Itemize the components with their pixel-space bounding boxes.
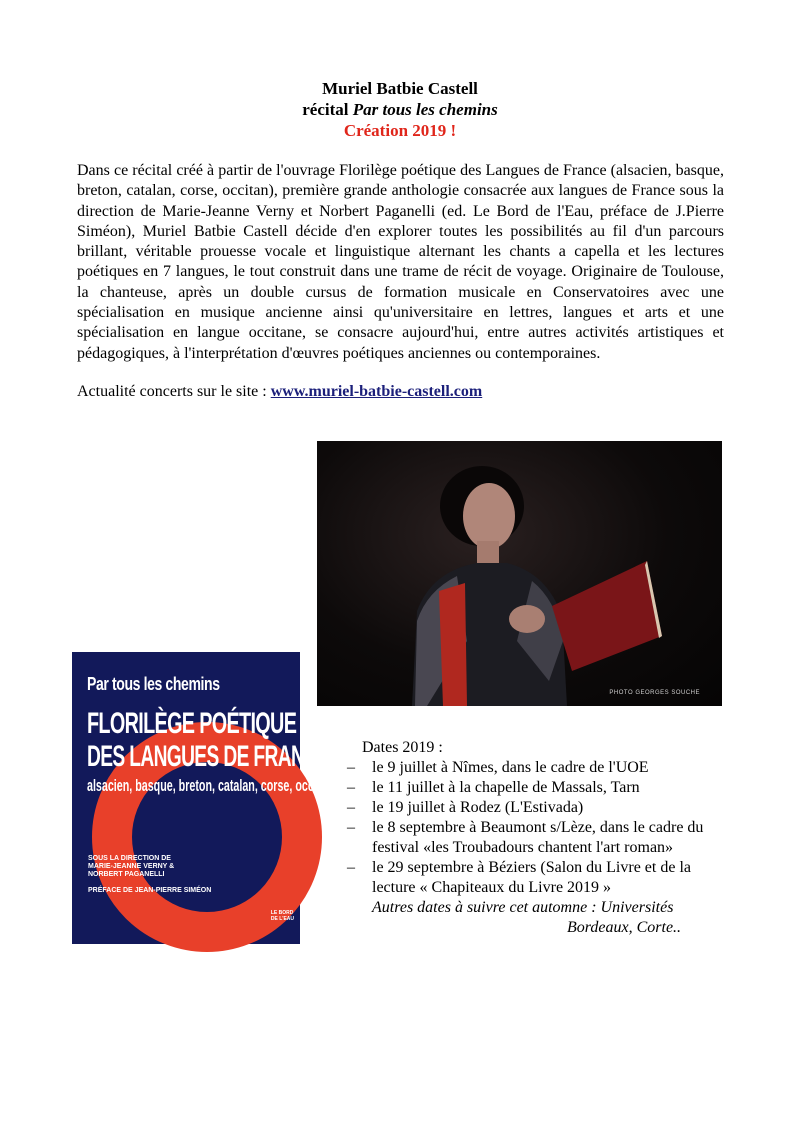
dates-note-line1: Autres dates à suivre cet automne : Universités — [372, 899, 674, 916]
book-direction-line3: NORBERT PAGANELLI — [88, 871, 165, 878]
date-item-text: le 9 juillet à Nîmes, dans le cadre de l'UOE — [372, 759, 649, 776]
book-preface-label: PRÉFACE DE — [88, 887, 135, 894]
book-title-small: Par tous les chemins — [87, 674, 220, 694]
description-text: Dans ce récital créé à partir de l'ouvrage Florilège poétique des Langues de France (alsacien, basque, breton, catalan, corse, occitan), première grande anthologie consacrée aux langues de France sous la direction de Marie-Jeanne Verny et Norbert Paganelli (ed. Le Bord de l'Eau, préface de J.Pierre Siméon), Muriel Batbie Castell décide d'en explorer toutes les possibilités au fil d'un parcours brillant, véritable prouesse vocale et linguistique alternant les chants a capella et les lectures poétiques en 7 langues, le tout construit dans une trame de récit de voyage. Originaire de Toulouse, la chanteuse, après un double cursus de formation musicale en Conservatoires avec une spécialisation en musique ancienne ainsi qu'universitaire en lettres, langues et arts et une spécialisation en langue occitane, se consacre aujourd'hui, entre autres activités artistiques et pédagogiques, à l'interprétation d'œuvres poétiques anciennes ou contemporaines. — [77, 162, 724, 362]
book-direction — [88, 855, 174, 879]
dates-heading: Dates 2019 : — [362, 739, 443, 756]
date-item-text: festival «les Troubadours chantent l'art roman» — [372, 839, 674, 856]
performer-photo — [317, 441, 722, 706]
date-item-text: le 19 juillet à Rodez (L'Estivada) — [372, 799, 584, 816]
date-item — [342, 818, 722, 858]
date-item — [342, 858, 722, 898]
date-item-text: le 11 juillet à la chapelle de Massals, Tarn — [372, 779, 640, 796]
dash-icon: – — [347, 779, 355, 796]
artist-name: Muriel Batbie Castell — [322, 79, 478, 98]
date-item — [342, 758, 722, 778]
dates-note-line2: Bordeaux, Corte.. — [567, 919, 682, 936]
dash-icon: – — [347, 859, 355, 876]
book-title-line1: FLORILÈGE POÉTIQUE — [87, 707, 297, 740]
recital-title: Par tous les chemins — [352, 100, 498, 119]
performer-illustration — [317, 441, 722, 706]
publisher-logo — [271, 910, 294, 922]
book-direction-line2: MARIE-JEANNE VERNY & — [88, 863, 175, 870]
dash-icon: – — [347, 759, 355, 776]
dash-icon: – — [347, 799, 355, 816]
book-direction-line1: SOUS LA DIRECTION DE — [88, 855, 171, 862]
photo-credit: PHOTO GEORGES SOUCHE — [609, 690, 700, 696]
dash-icon: – — [347, 819, 355, 836]
website-label: Actualité concerts sur le site : — [77, 383, 271, 400]
dates-list — [342, 758, 722, 898]
website-link[interactable]: www.muriel-batbie-castell.com — [270, 383, 483, 400]
creation-label: Création 2019 ! — [343, 121, 457, 140]
date-item-text: lecture « Chapiteaux du Livre 2019 » — [372, 879, 612, 896]
book-preface — [88, 887, 211, 895]
website-line — [77, 382, 482, 402]
dates-section — [342, 738, 722, 938]
publisher-line2: DE L'EAU — [270, 916, 294, 922]
recital-prefix: récital — [302, 100, 353, 119]
date-item-text: le 8 septembre à Beaumont s/Lèze, dans le cadre du — [372, 819, 704, 836]
document-header — [0, 78, 800, 141]
book-cover — [72, 652, 333, 944]
date-item-text: le 29 septembre à Béziers (Salon du Livre et de la — [372, 859, 691, 876]
date-item — [342, 798, 722, 818]
publisher-line1: LE BORD — [270, 910, 294, 916]
description-paragraph — [77, 161, 724, 364]
book-preface-name: JEAN-PIERRE SIMÉON — [134, 887, 212, 894]
date-item — [342, 778, 722, 798]
book-title-line2: DES LANGUES DE FRANCE — [87, 740, 330, 773]
recital-title-line — [0, 99, 800, 120]
book-languages: alsacien, basque, breton, catalan, corse, occitan — [87, 776, 333, 795]
